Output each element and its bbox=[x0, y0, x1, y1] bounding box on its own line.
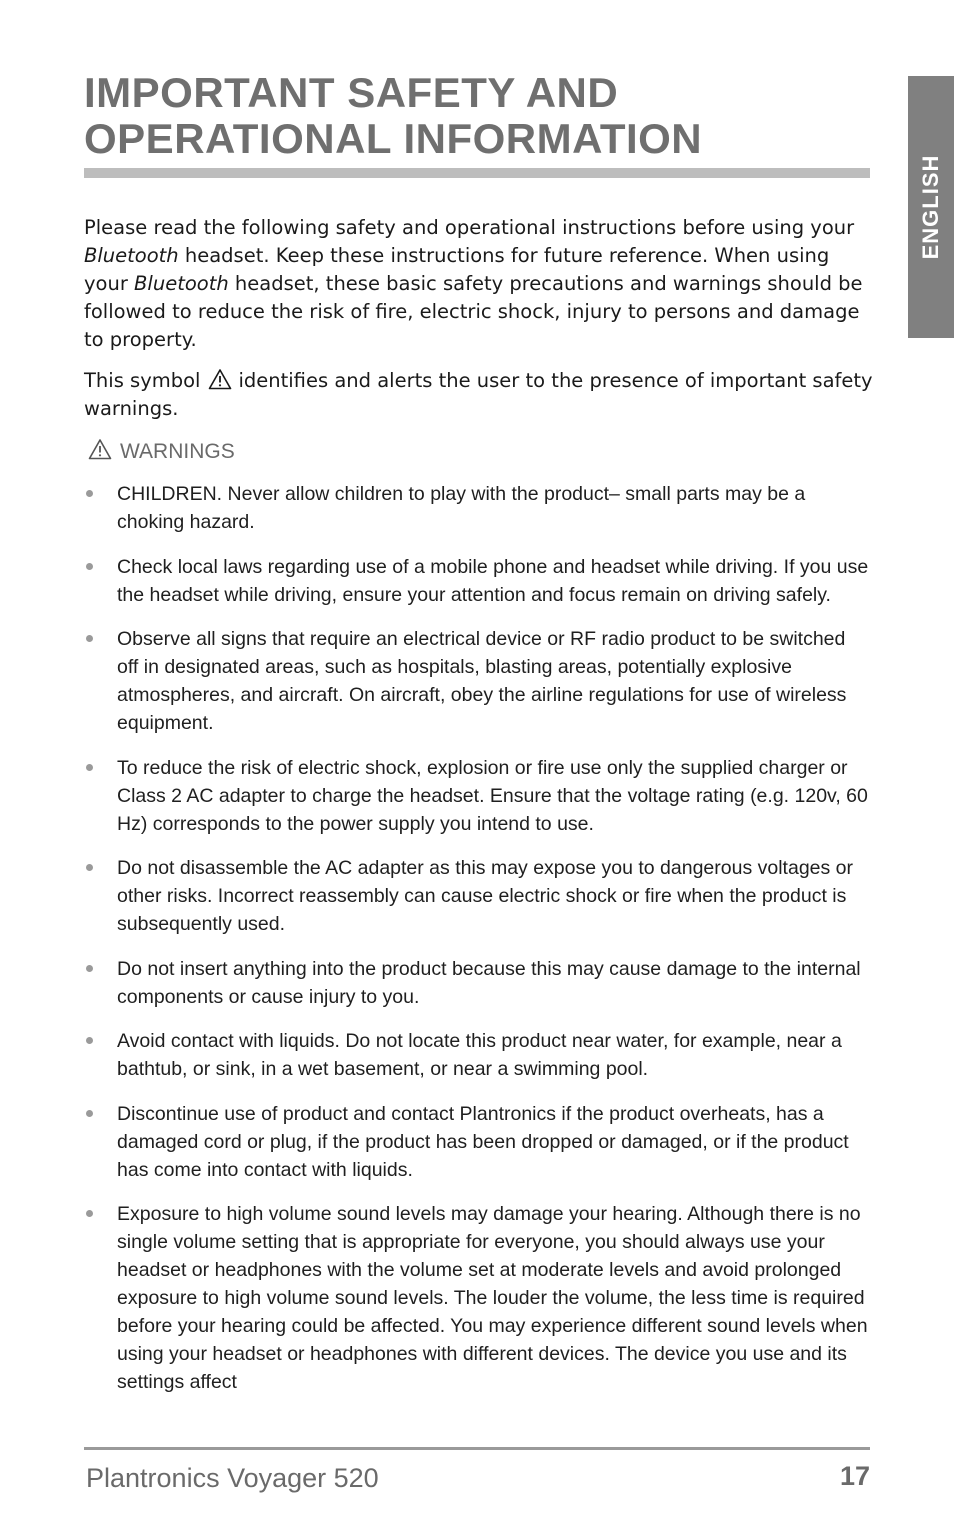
warnings-heading bbox=[88, 438, 235, 466]
language-tab bbox=[908, 76, 954, 338]
list-item: Check local laws regarding use of a mobile phone and headset while driving. If you use the headset while driving, ensure your attention and focus remain on driving safely. bbox=[84, 553, 870, 609]
intro-paragraph bbox=[84, 214, 874, 354]
symbol-text-1: This symbol bbox=[84, 369, 201, 392]
title-divider bbox=[84, 168, 870, 178]
page-title bbox=[84, 70, 702, 162]
symbol-text-2: identifies and alerts the user to the presence of important safety warnings. bbox=[84, 369, 873, 420]
list-item: Avoid contact with liquids. Do not locate this product near water, for example, near a bathtub, or sink, in a wet basement, or near a swimming pool. bbox=[84, 1027, 870, 1083]
page-title-line-2: OPERATIONAL INFORMATION bbox=[84, 115, 703, 162]
page-title-line-1: IMPORTANT SAFETY AND bbox=[84, 69, 619, 116]
list-item: CHILDREN. Never allow children to play with the product– small parts may be a choking hazard. bbox=[84, 480, 870, 536]
list-item: Exposure to high volume sound levels may damage your hearing. Although there is no single volume setting that is appropriate for everyone, you should always use your headset or headphones with the volume set at moderate levels and avoid prolonged exposure to high volume sound levels. The louder the volume, the less time is required before your hearing could be affected. You may experience different sound levels when using your headset or headphones with different devices. The device you use and its settings affect bbox=[84, 1200, 870, 1396]
warning-triangle-icon bbox=[208, 368, 232, 390]
list-item: Observe all signs that require an electrical device or RF radio product to be switched off in designated areas, such as hospitals, blasting areas, potentially explosive atmospheres, and aircraft. On aircraft, obey the airline regulations for use of wireless equipment. bbox=[84, 625, 870, 737]
list-item: Do not disassemble the AC adapter as this may expose you to dangerous voltages or other risks. Incorrect reassembly can cause electric shock or fire when the product is subsequently used. bbox=[84, 854, 870, 938]
intro-text-1: Please read the following safety and operational instructions before using your bbox=[84, 216, 855, 239]
symbol-paragraph bbox=[84, 367, 874, 423]
language-tab-label: ENGLISH bbox=[918, 154, 943, 260]
warnings-list bbox=[84, 480, 870, 1413]
intro-bluetooth-1: Bluetooth bbox=[84, 244, 179, 267]
intro-text-2: headset. Keep these instructions for future reference. When using your bbox=[84, 244, 830, 295]
warning-triangle-icon bbox=[88, 438, 112, 460]
list-item: Do not insert anything into the product because this may cause damage to the internal components or cause injury to you. bbox=[84, 955, 870, 1011]
footer-product-name: Plantronics Voyager 520 bbox=[86, 1463, 379, 1493]
footer-divider bbox=[84, 1447, 870, 1450]
intro-bluetooth-2: Bluetooth bbox=[134, 272, 229, 295]
warnings-heading-label: WARNINGS bbox=[120, 440, 235, 463]
list-item: To reduce the risk of electric shock, explosion or fire use only the supplied charger or Class 2 AC adapter to charge the headset. Ensure that the voltage rating (e.g. 120v, 60 Hz) corresponds to the power supply you intend to use. bbox=[84, 754, 870, 838]
intro-text-3: headset, these basic safety precautions and warnings should be followed to reduce the risk of fire, electric shock, injury to persons and damage to property. bbox=[84, 272, 863, 351]
page-number: 17 bbox=[839, 1461, 870, 1491]
list-item: Discontinue use of product and contact Plantronics if the product overheats, has a damaged cord or plug, if the product has been dropped or damaged, or if the product has come into contact with liquids. bbox=[84, 1100, 870, 1184]
